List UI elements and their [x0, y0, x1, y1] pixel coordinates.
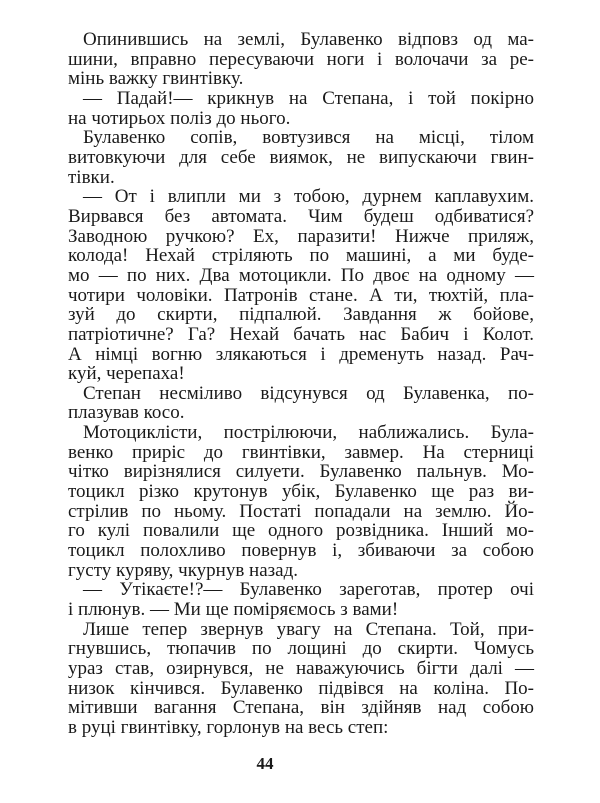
text-line: плазував косо.	[68, 402, 185, 424]
paragraph	[68, 384, 534, 423]
text-line: Мотоциклісти, пострілюючи, наближались. Була-	[83, 422, 534, 444]
text-line: ураз став, озирнувся, не наважуючись бігти далі —	[68, 658, 534, 679]
text-line: чотири чоловіки. Патронів стане. А ти, тюхтій, пла-	[68, 284, 534, 306]
text-line: на чотирьох поліз до нього.	[68, 107, 291, 129]
page-body	[68, 30, 534, 738]
paragraph	[68, 187, 534, 384]
text-line: Заводною ручкою? Ех, паразити! Нижче приляж,	[68, 225, 534, 247]
text-line: — От і влипли ми з тобою, дурнем каплавухим.	[83, 186, 534, 208]
text-line: в руці гвинтівку, горлонув на весь степ:	[68, 716, 389, 738]
paragraph	[68, 423, 534, 580]
text-line: куй, черепаха!	[68, 363, 185, 385]
paragraph	[68, 580, 534, 619]
paragraph	[68, 128, 534, 187]
text-line: тоцикл різко крутонув убік, Булавенко ще раз ви-	[68, 481, 534, 503]
text-line: мітивши вагання Степана, він здійняв над собою	[68, 697, 534, 719]
paragraph	[68, 620, 534, 738]
text-line: зуй до скирти, підпалюй. Завдання ж бойове,	[68, 304, 534, 326]
text-line: — Утікаєте!?— Булавенко зареготав, протер очі	[83, 579, 534, 601]
text-line: мо — по них. Два мотоцикли. По двоє на одному —	[68, 264, 534, 286]
text-line: — Падай!— крикнув на Степана, і той покірно	[83, 87, 534, 109]
text-line: Булавенко сопів, вовтузився на місці, тілом	[83, 127, 534, 149]
text-line: шини, вправно пересуваючи ноги і волочачи за ре-	[68, 48, 534, 70]
text-line: чітко вирізнялися силуети. Булавенко пальнув. Мо-	[68, 461, 534, 483]
text-line: і плюнув. — Ми ще поміряємось з вами!	[68, 599, 399, 621]
text-line: колода! Нехай стріляють по машині, а ми буде-	[68, 245, 534, 267]
text-line: Лише тепер звернув увагу на Степана. Той, при-	[83, 618, 534, 640]
text-line: стрілив по ньому. Постаті попадали на землю. Йо-	[68, 500, 534, 522]
paragraph	[68, 89, 534, 128]
paragraph	[68, 30, 534, 89]
text-line: венко приріс до гвинтівки, завмер. На стерниці	[68, 441, 534, 463]
page-number: 44	[256, 754, 274, 773]
text-line: Степан несміливо відсунувся од Булавенка, по-	[83, 382, 534, 404]
text-line: Опинившись на землі, Булавенко відповз од ма-	[83, 29, 534, 50]
text-line: го кулі повалили ще одного розвідника. Інший мо-	[68, 520, 534, 542]
text-line: тівки.	[68, 166, 115, 188]
text-line: мінь важку гвинтівку.	[68, 68, 244, 90]
text-line: Вирвався без автомата. Чим будеш одбиватися?	[68, 205, 534, 227]
text-line: витовкуючи для себе виямок, не випускаючи гвин-	[68, 146, 534, 168]
text-line: гнувшись, тюпачив по лощині до скирти. Чомусь	[68, 638, 534, 660]
text-line: А німці вогню злякаються і дременуть назад. Рач-	[68, 343, 534, 365]
text-line: густу куряву, чкурнув назад.	[68, 559, 299, 581]
text-line: патріотичне? Га? Нехай бачать нас Бабич і Колот.	[68, 323, 534, 345]
text-line: тоцикл полохливо повернув і, збиваючи за собою	[68, 540, 534, 562]
text-line: низок кінчився. Булавенко підвівся на коліна. По-	[68, 677, 534, 699]
